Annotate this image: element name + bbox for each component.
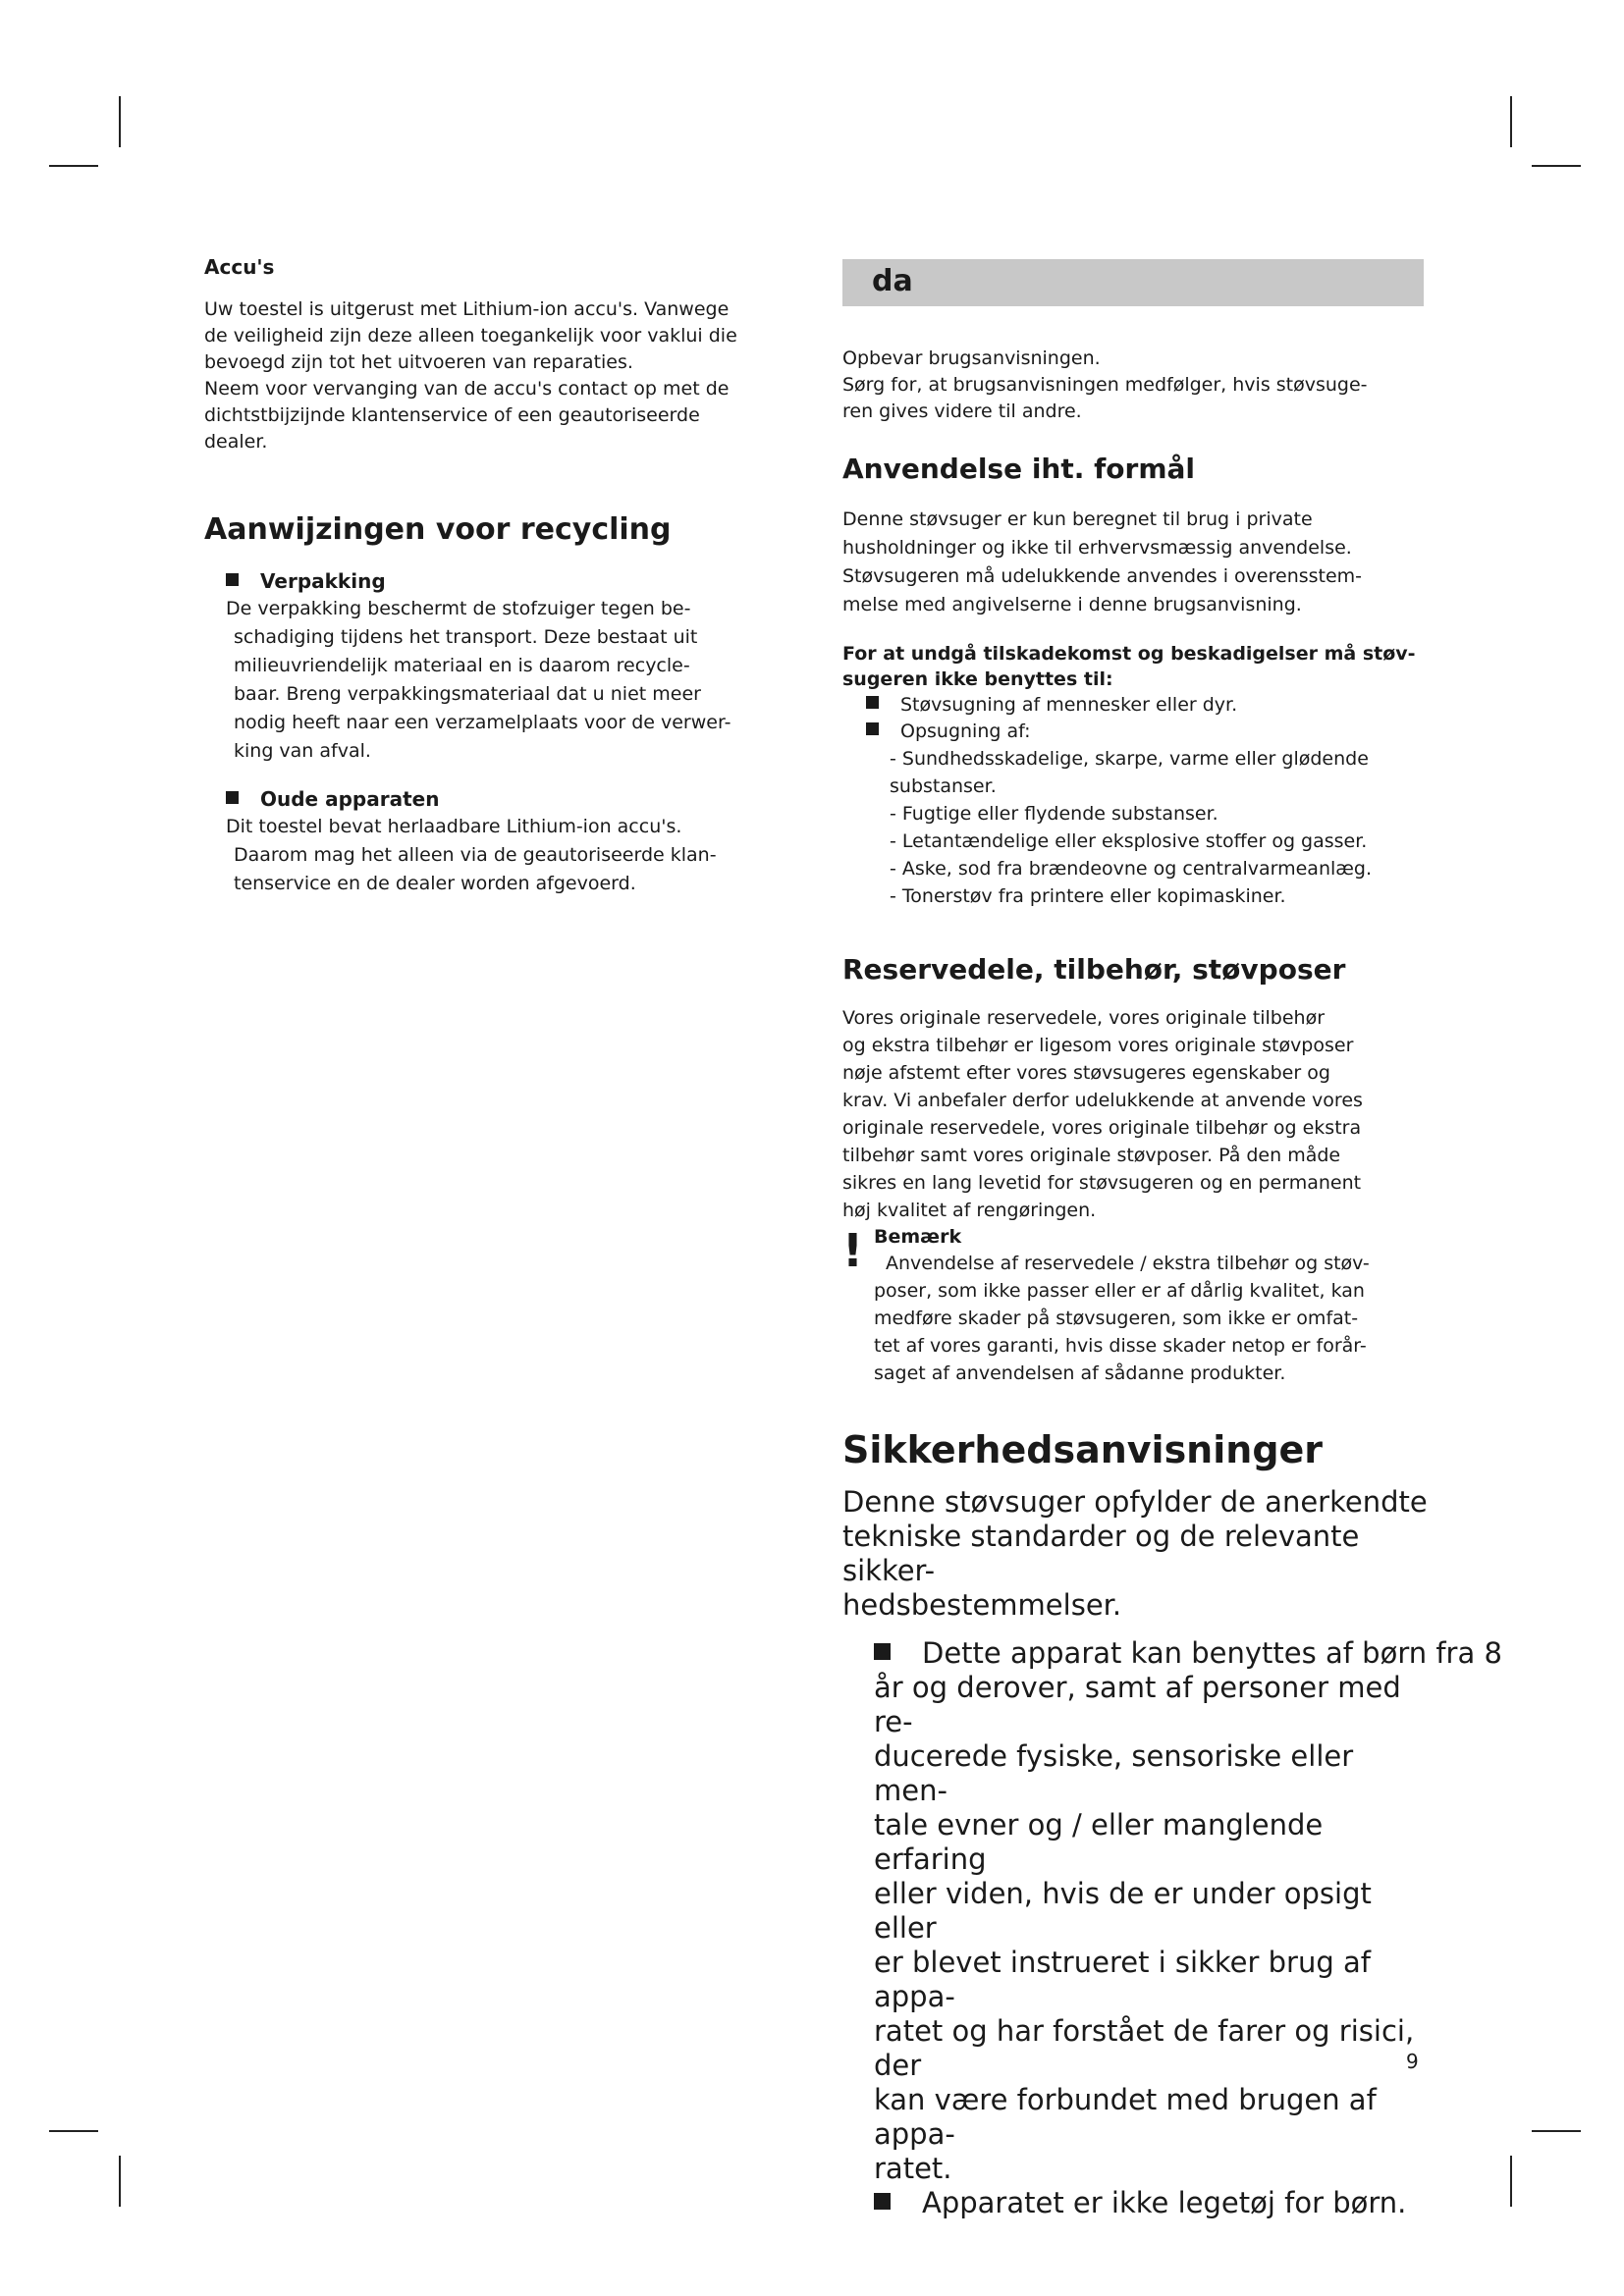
square-bullet-icon bbox=[874, 2193, 891, 2210]
sikkerhed-heading: Sikkerhedsanvisninger bbox=[842, 1428, 1324, 1471]
recycling-section bbox=[204, 510, 793, 898]
crop-mark bbox=[1510, 2156, 1512, 2207]
accus-section bbox=[204, 253, 793, 455]
anvendelse-section: Anvendelse iht. formål Denne støvsuger er kun beregnet til brug i private husholdninger og ikke til erhvervsmæssig anvendelse. Støvsugeren må udelukkende anvendes i overensstem- melse med angivelserne i denne brugsanvisning. For at undgå tilskadekomst og beskadigelser må støv- sugeren ikke benyttes til: Støvsugning af mennesker eller dyr. Opsugning af: - Sundhedsskadelige, skarpe, varme eller glødende substanser. - Fugtige eller flydende substanser. - Letantændelige eller eksplosive stoffer og gasser. - Aske, sod fra brændeovne og centralvarmeanlæg. - Tonerstøv fra printere eller kopimaskiner. bbox=[842, 451, 1432, 910]
recycling-heading: Aanwijzingen voor recycling bbox=[204, 512, 672, 547]
reservedele-heading: Reservedele, tilbehør, støvposer bbox=[842, 953, 1346, 986]
exclamation-icon: ! bbox=[842, 1224, 863, 1277]
warning-text: sugeren ikke benyttes til: bbox=[842, 668, 1113, 690]
anvendelse-heading: Anvendelse iht. formål bbox=[842, 453, 1196, 485]
square-bullet-icon bbox=[866, 696, 879, 709]
right-column bbox=[842, 259, 1502, 2220]
accus-line: dealer. bbox=[204, 431, 268, 453]
sikkerhed-section: Sikkerhedsanvisninger Denne støvsuger opfylder de anerkendte tekniske standarder og de relevante sikker- hedsbestemmelser. Dette apparat kan benyttes af børn fra 8 år og derover, samt af personer med re- ducerede fysiske, sensoriske eller men- tale evner og / eller manglende erfaring eller viden, hvis de er under opsigt eller er blevet instrueret i sikker brug af appa- ratet og har forstået de farer og risici, der kan være forbundet med brugen af appa- ratet. Apparatet er ikke legetøj for børn. bbox=[842, 1428, 1502, 2219]
note-box: ! Bemærk Anvendelse af reservedele / ekstra tilbehør og støv- poser, som ikke passer eller er af dårlig kvalitet, kan medføre skader på støvsugeren, som ikke er omfat- tet af vores garanti, hvis disse skader netop er forår- saget af anvendelsen af sådanne produkter. bbox=[842, 1224, 1432, 1387]
safety-bullet-2: Apparatet er ikke legetøj for børn. bbox=[842, 2186, 1432, 2220]
safety-bullet-1: Dette apparat kan benyttes af børn fra 8 år og derover, samt af personer med re- ducerede fysiske, sensoriske eller men- tale evner og / eller manglende erfaring eller viden, hvis de er under opsigt eller er blevet instrueret i sikker brug af appa- ratet og har forstået de farer og risici, der kan være forbundet med brugen af appa- ratet. bbox=[874, 1636, 1502, 2185]
crop-mark bbox=[1510, 96, 1512, 147]
accus-line: bevoegd zijn tot het uitvoeren van reparaties. bbox=[204, 351, 633, 373]
page-number: 9 bbox=[1406, 2050, 1419, 2073]
verpakking-title: Verpakking bbox=[204, 567, 793, 595]
verpakking-text: De verpakking beschermt de stofzuiger tegen be- schadiging tijdens het transport. Deze bestaat uit milieuvriendelijk materiaal en is daarom recycle- baar. Breng verpakkingsmateriaal dat u niet meer nodig heeft naar een verzamelplaats voor de verwer- king van afval. bbox=[226, 598, 731, 762]
accus-line: Neem voor vervanging van de accu's contact op met de bbox=[204, 378, 730, 400]
accus-line: Uw toestel is uitgerust met Lithium-ion accu's. Vanwege bbox=[204, 298, 730, 320]
crop-mark bbox=[49, 165, 98, 167]
crop-mark bbox=[119, 2156, 121, 2207]
reservedele-section: Reservedele, tilbehør, støvposer Vores originale reservedele, vores originale tilbehør og ekstra tilbehør er ligesom vores originale støvposer nøje afstemt efter vores støvsugeres egenskaber og krav. Vi anbefaler derfor udelukkende at anvende vores originale reservedele, vores originale tilbehør og ekstra tilbehør samt vores originale støvposer. På den måde sikres en lang levetid for støvsugeren og en permanent høj kvalitet af rengøringen. ! Bemærk Anvendelse af reservedele / ekstra tilbehør og støv- poser, som ikke passer eller er af dårlig kvalitet, kan medføre skader på støvsugeren, som ikke er omfat- tet af vores garanti, hvis disse skader netop er forår- saget af anvendelsen af sådanne produkter. bbox=[842, 951, 1432, 1387]
crop-mark bbox=[119, 96, 121, 147]
accus-line: dichtstbijzijnde klantenservice of een geautoriseerde bbox=[204, 404, 700, 426]
language-bar: da bbox=[842, 259, 1424, 306]
accus-heading: Accu's bbox=[204, 255, 275, 279]
list-item: Støvsugning af mennesker eller dyr. bbox=[866, 692, 1432, 719]
oude-apparaten-title: Oude apparaten bbox=[204, 785, 793, 813]
accus-line: de veiligheid zijn deze alleen toegankelijk voor vaklui die bbox=[204, 325, 737, 347]
square-bullet-icon bbox=[874, 1643, 891, 1660]
square-bullet-icon bbox=[866, 722, 879, 735]
crop-mark bbox=[1532, 2130, 1581, 2132]
crop-mark bbox=[1532, 165, 1581, 167]
note-title: Bemærk bbox=[874, 1226, 962, 1248]
warning-text: For at undgå tilskadekomst og beskadigelser må støv- bbox=[842, 643, 1416, 665]
intro-text: Opbevar brugsanvisningen. Sørg for, at brugsanvisningen medfølger, hvis støvsuge- ren gives videre til andre. bbox=[842, 347, 1368, 422]
left-column bbox=[204, 253, 793, 898]
square-bullet-icon bbox=[226, 791, 239, 804]
square-bullet-icon bbox=[226, 573, 239, 586]
list-item: Opsugning af: bbox=[866, 719, 1432, 745]
oude-apparaten-text: Dit toestel bevat herlaadbare Lithium-ion accu's. Daarom mag het alleen via de geautoriseerde klan- tenservice en de dealer worden afgevoerd. bbox=[226, 816, 717, 894]
sub-list: - Sundhedsskadelige, skarpe, varme eller glødende substanser. - Fugtige eller flydende substanser. - Letantændelige eller eksplosive stoffer og gasser. - Aske, sod fra brændeovne og centralvarmeanlæg. - Tonerstøv fra printere eller kopimaskiner. bbox=[890, 748, 1373, 907]
crop-mark bbox=[49, 2130, 98, 2132]
